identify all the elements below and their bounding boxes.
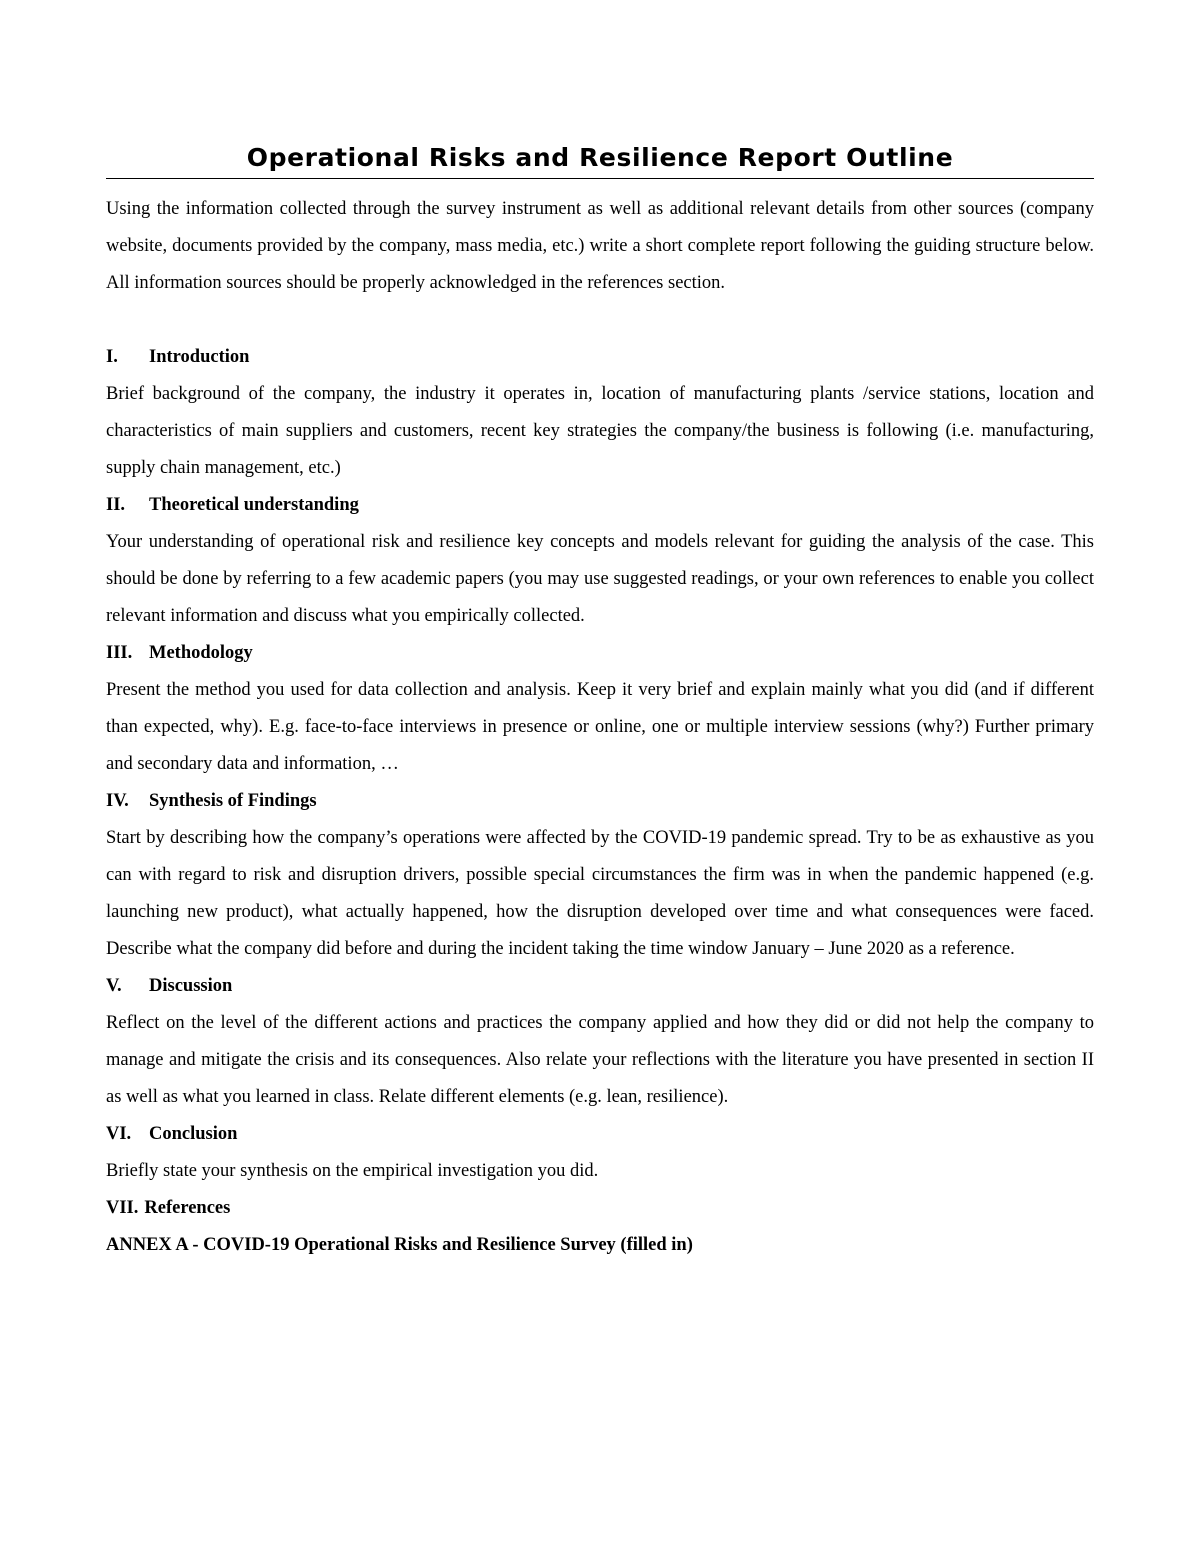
section-number: VI. [106, 1124, 132, 1144]
section-synthesis-of-findings [106, 783, 1094, 968]
section-heading [106, 1116, 1094, 1153]
section-heading [106, 1190, 1094, 1227]
section-title: Conclusion [149, 1124, 238, 1144]
section-heading [106, 968, 1094, 1005]
annex-line: ANNEX A - COVID-19 Operational Risks and Resilience Survey (filled in) [106, 1235, 693, 1255]
section-title: Discussion [149, 976, 233, 996]
section-body: Briefly state your synthesis on the empirical investigation you did. [106, 1161, 599, 1181]
section-body: Brief background of the company, the industry it operates in, location of manufacturing plants /service stations, location and characteristics of main suppliers and customers, recent key strategies the company/the business is following (i.e. manufacturing, supply chain management, etc.) [106, 384, 1094, 478]
section-discussion [106, 968, 1094, 1116]
section-title: Methodology [149, 643, 253, 663]
section-conclusion [106, 1116, 1094, 1190]
section-heading [106, 783, 1094, 820]
section-number: IV. [106, 791, 129, 811]
section-heading [106, 635, 1094, 672]
section-number: VII. [106, 1198, 139, 1218]
section-number: V. [106, 976, 122, 996]
section-body: Reflect on the level of the different actions and practices the company applied and how they did or did not help the company to manage and mitigate the crisis and its consequences. Also relate your reflections with the literature you have presented in section II as well as what you learned in class. Relate different elements (e.g. lean, resilience). [106, 1013, 1094, 1107]
section-title: Introduction [149, 347, 250, 367]
section-heading [106, 339, 1094, 376]
intro-paragraph: Using the information collected through the survey instrument as well as additional relevant details from other sources (company website, documents provided by the company, mass media, etc.) write a short complete report following the guiding structure below. All information sources should be properly acknowledged in the references section. [106, 199, 1094, 293]
section-body: Present the method you used for data collection and analysis. Keep it very brief and explain mainly what you did (and if different than expected, why). E.g. face-to-face interviews in presence or online, one or multiple interview sessions (why?) Further primary and secondary data and information, … [106, 680, 1094, 774]
section-methodology [106, 635, 1094, 783]
document-page [106, 140, 1094, 1264]
section-number: II. [106, 495, 126, 515]
title-underline [106, 178, 1094, 179]
section-number: I. [106, 347, 118, 367]
section-theoretical-understanding [106, 487, 1094, 635]
section-title: Synthesis of Findings [149, 791, 317, 811]
section-number: III. [106, 643, 133, 663]
section-title: References [144, 1198, 231, 1218]
section-references [106, 1190, 1094, 1227]
section-heading [106, 487, 1094, 524]
document-title: Operational Risks and Resilience Report Outline [246, 143, 954, 172]
section-body: Your understanding of operational risk and resilience key concepts and models relevant for guiding the analysis of the case. This should be done by referring to a few academic papers (you may use suggested readings, or your own references to enable you collect relevant information and discuss what you empirically collected. [106, 532, 1094, 626]
section-body: Start by describing how the company’s operations were affected by the COVID-19 pandemic spread. Try to be as exhaustive as you can with regard to risk and disruption drivers, possible special circumstances the firm was in when the pandemic happened (e.g. launching new product), what actually happened, how the disruption developed over time and what consequences were faced. Describe what the company did before and during the incident taking the time window January – June 2020 as a reference. [106, 828, 1094, 959]
section-title: Theoretical understanding [149, 495, 359, 515]
section-introduction [106, 339, 1094, 487]
